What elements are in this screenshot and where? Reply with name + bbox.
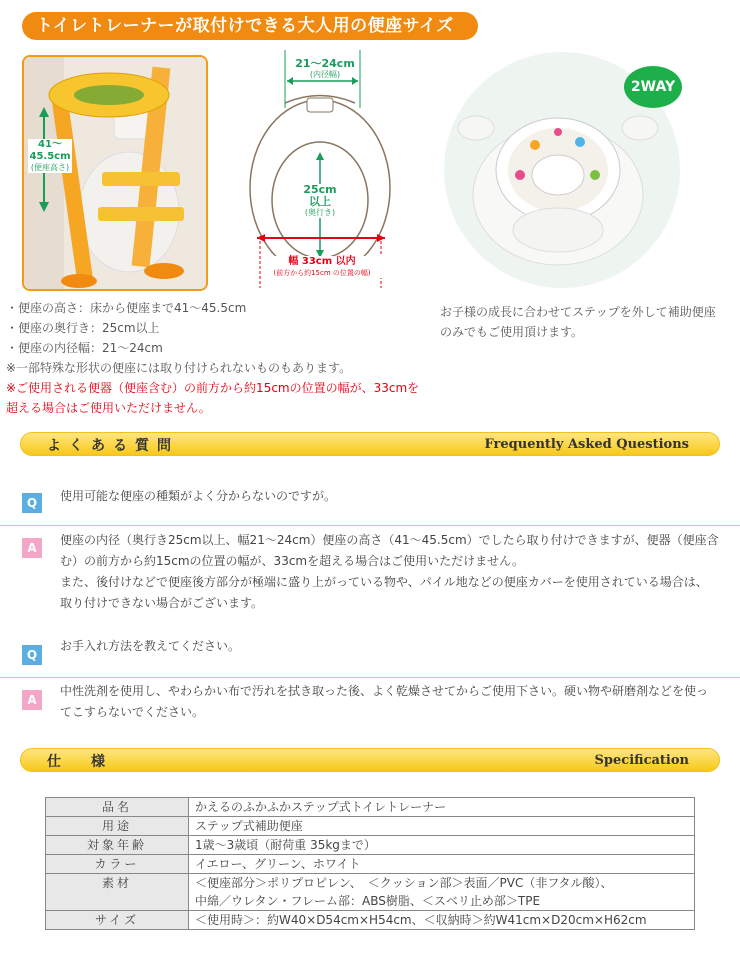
inner-width-label: 21～24cm <box>295 57 355 70</box>
spec-label: サイズ <box>46 911 189 930</box>
spec-value: 1歳～3歳頃（耐荷重 35kgまで） <box>189 836 695 855</box>
answer-line: また、後付けなどで便座後方部分が極端に盛り上がっている物や、パイル地などの便座カバーを使用されている場合は、 <box>60 575 708 589</box>
front-width-label: 幅 33cm 以内 <box>288 256 356 267</box>
depth-sub: (奥行き) <box>304 208 336 217</box>
warning-line: ※ご使用される便器（便座含む）の前方から約15cmの位置の幅が、33cmを <box>6 381 420 395</box>
spec-row <box>46 855 695 874</box>
faq-title-en: Frequently Asked Questions <box>484 437 689 452</box>
answer-line: 中性洗剤を使用し、やわらかい布で汚れを拭き取った後、よく乾燥させてからご使用下さい。硬い物や研磨剤などを使っ <box>60 684 709 698</box>
faq-header <box>20 432 720 456</box>
answer-line: 取り付けできない場合がございます。 <box>60 596 264 610</box>
question-badge: Q <box>22 645 42 665</box>
answer-line: 便座の内径（奥行き25cm以上、幅21～24cm）便座の高さ（41～45.5cm）でしたら取り付けできますが、便器（便座含 <box>60 533 719 547</box>
seat-height-sub: (便座高さ) <box>28 163 72 173</box>
spec-header <box>20 748 720 772</box>
page-title: トイレトレーナーが取付けできる大人用の便座サイズ <box>22 12 478 40</box>
front-width-sub: (前方から約15cm の位置の幅) <box>273 269 371 277</box>
note-line: ※一部特殊な形状の便座には取り付けられないものもあります。 <box>6 361 352 375</box>
seat-size-diagram <box>245 48 405 290</box>
spec-label: 品名 <box>46 798 189 817</box>
answer-text <box>60 681 730 723</box>
trainer-illustration <box>24 57 206 289</box>
spec-value: かえるのふかふかステップ式トイレトレーナー <box>189 798 695 817</box>
spec-row <box>46 798 695 817</box>
spec-value-line: ＜便座部分＞ポリプロピレン、 ＜クッション部＞表面／PVC（非フタル酸）、 <box>195 876 613 890</box>
seat-height-label: 41～45.5cm <box>29 139 71 162</box>
spec-row <box>46 874 695 911</box>
note-line: ・便座の奥行き：25cm以上 <box>6 321 160 335</box>
two-way-note <box>440 302 716 342</box>
spec-label: 素材 <box>46 874 189 911</box>
depth-label: 25cm <box>303 183 337 196</box>
spec-label: カラー <box>46 855 189 874</box>
spec-value: ＜使用時＞：約W40×D54cm×H54cm、＜収納時＞約W41cm×D20cm×H62cm <box>189 911 695 930</box>
spec-table <box>45 797 695 930</box>
spec-value: イエロー、グリーン、ホワイト <box>189 855 695 874</box>
warning-line: 超える場合はご使用いただけません。 <box>6 401 211 415</box>
spec-value <box>189 874 695 911</box>
spec-row <box>46 911 695 930</box>
spec-row <box>46 836 695 855</box>
spec-title-en: Specification <box>594 753 689 768</box>
spec-title: 仕 様 <box>47 754 113 770</box>
question-text: 使用可能な便座の種類がよく分からないのですが。 <box>60 489 337 503</box>
inner-width-sub: (内径幅) <box>309 70 341 79</box>
faq-divider <box>0 525 740 526</box>
faq-title: よくある質問 <box>47 438 179 454</box>
spec-label: 対象年齢 <box>46 836 189 855</box>
two-way-note-line: のみでもご使用頂けます。 <box>440 325 584 339</box>
question-text: お手入れ方法を教えてください。 <box>60 639 241 653</box>
note-line: ・便座の内径幅：21～24cm <box>6 341 163 355</box>
spec-value-line: 中綿／ウレタン・フレーム部：ABS樹脂、＜スベリ止め部＞TPE <box>195 894 541 908</box>
seat-spec-notes <box>6 298 419 418</box>
two-way-badge: 2WAY <box>624 66 682 108</box>
answer-badge: A <box>22 690 42 710</box>
answer-badge: A <box>22 538 42 558</box>
spec-value: ステップ式補助便座 <box>189 817 695 836</box>
faq-divider <box>0 677 740 678</box>
spec-label: 用途 <box>46 817 189 836</box>
spec-row <box>46 817 695 836</box>
answer-text <box>60 530 730 614</box>
product-photo <box>22 55 208 291</box>
depth-label-2: 以上 <box>309 195 331 208</box>
answer-line: む）の前方から約15cmの位置の幅が、33cmを超える場合はご使用いただけません。 <box>60 554 524 568</box>
question-badge: Q <box>22 493 42 513</box>
note-line: ・便座の高さ：床から便座まで41～45.5cm <box>6 301 247 315</box>
two-way-note-line: お子様の成長に合わせてステップを外して補助便座 <box>440 305 716 319</box>
answer-line: てこすらないでください。 <box>60 705 205 719</box>
